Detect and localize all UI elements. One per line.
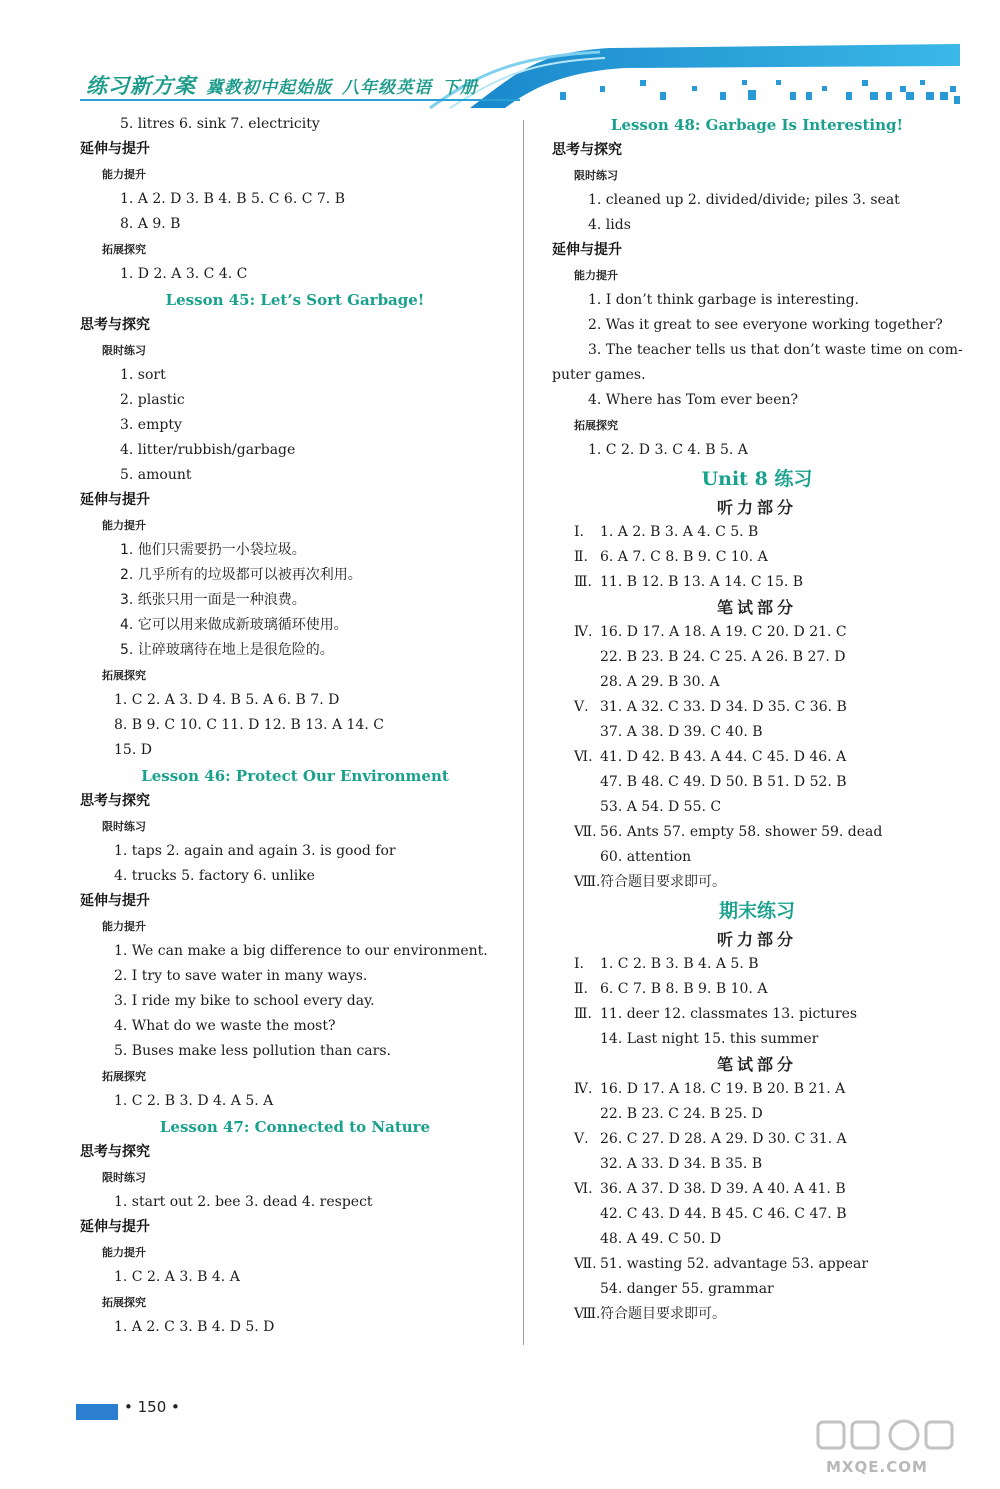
numbered-answer-line [552,570,962,595]
answer-text: 26. C 27. D 28. A 29. D 30. C 31. A [600,1131,847,1147]
subsection-heading: 限时练习 [574,169,618,182]
answer-line: 1. I don’t think garbage is interesting. [588,292,860,308]
numbered-answer-line [552,1177,962,1202]
answer-line: 1. sort [120,367,166,383]
part-heading: 听力部分 [716,930,797,949]
numbered-answer-line [552,820,962,845]
section-heading: 思考与探究 [552,142,622,158]
numbered-answer-line [552,870,962,895]
answer-text: 1. C 2. B 3. B 4. A 5. B [600,956,759,972]
numbered-answer-line [552,695,962,720]
answer-line: 3. I ride my bike to school every day. [114,993,375,1009]
answer-text: 22. B 23. C 24. B 25. D [600,1106,763,1122]
roman-numeral: Ⅵ. [574,749,593,765]
numbered-answer-line [552,1127,962,1152]
answer-text: 54. danger 55. grammar [600,1281,774,1297]
answer-line: 3. empty [120,417,182,433]
answer-line: 1. C 2. A 3. D 4. B 5. A 6. B 7. D [114,692,340,708]
answer-text: 6. C 7. B 8. B 9. B 10. A [600,981,768,997]
roman-numeral: Ⅱ. [574,549,588,565]
part-heading: 笔试部分 [716,1055,797,1074]
numbered-answer-line [552,545,962,570]
answer-text: 1. A 2. B 3. A 4. C 5. B [600,524,759,540]
header-pixel-block [906,92,914,100]
roman-numeral: Ⅵ. [574,1181,593,1197]
answer-text: 符合题目要求即可。 [600,874,726,890]
answer-text: 36. A 37. D 38. D 39. A 40. A 41. B [600,1181,846,1197]
subsection-heading: 能力提升 [102,1246,146,1259]
answer-line: 1. C 2. D 3. C 4. B 5. A [588,442,748,458]
header-pixel-block [742,80,747,85]
numbered-answer-line [552,1227,962,1252]
section-heading: 延伸与提升 [80,1219,150,1235]
section-heading: 思考与探究 [80,317,150,333]
header-pixel-block [950,86,956,92]
part-heading: 听力部分 [716,498,797,517]
answer-text: 42. C 43. D 44. B 45. C 46. C 47. B [600,1206,847,1222]
header-pixel-block [886,92,892,100]
numbered-answer-line [552,845,962,870]
answer-text: 37. A 38. D 39. C 40. B [600,724,763,740]
answer-line: 5. litres 6. sink 7. electricity [120,116,320,132]
header-pixel-block [920,80,925,85]
answer-line: 2. I try to save water in many ways. [114,968,368,984]
subsection-heading: 限时练习 [102,344,146,357]
answer-line: 15. D [114,742,152,758]
answer-line: 1. start out 2. bee 3. dead 4. respect [114,1194,373,1210]
volume-label: 下册 [442,78,478,98]
answer-line: 4. trucks 5. factory 6. unlike [114,868,315,884]
numbered-answer-line [552,977,962,1002]
answer-line: 1. D 2. A 3. C 4. C [120,266,248,282]
unit-title: Unit 8 练习 [701,468,813,490]
subsection-heading: 能力提升 [574,269,618,282]
numbered-answer-line [552,620,962,645]
lesson-title: Lesson 48: Garbage Is Interesting! [610,116,904,134]
answer-line: 4. Where has Tom ever been? [588,392,799,408]
roman-numeral: Ⅴ. [574,1131,589,1147]
watermark-text: MXQE.COM [826,1458,928,1476]
subsection-heading: 拓展探究 [102,243,146,256]
answer-text: 51. wasting 52. advantage 53. appear [600,1256,869,1272]
header-pixel-block [776,80,781,85]
subsection-heading: 拓展探究 [102,669,146,682]
answer-line: 4. What do we waste the most? [114,1018,336,1034]
header-pixel-block [870,92,878,100]
answer-line: 4. litter/rubbish/garbage [120,442,296,458]
section-heading: 延伸与提升 [80,893,150,909]
answer-line: 4. lids [588,217,631,233]
header-pixel-block [660,92,666,100]
numbered-answer-line [552,795,962,820]
numbered-answer-line [552,1102,962,1127]
answer-line: 1. A 2. C 3. B 4. D 5. D [114,1319,275,1335]
roman-numeral: Ⅴ. [574,699,589,715]
roman-numeral: Ⅳ. [574,1081,593,1097]
answer-line: 1. 他们只需要扔一小袋垃圾。 [120,542,306,558]
numbered-answer-line [552,745,962,770]
answer-line: 1. C 2. A 3. B 4. A [114,1269,240,1285]
header-subtitle [206,78,488,98]
answer-line: 2. plastic [120,392,185,408]
answer-line: 8. A 9. B [120,216,181,232]
answer-line: 1. cleaned up 2. divided/divide; piles 3. seat [588,192,900,208]
answer-text: 60. attention [600,849,692,865]
numbered-answer-line [552,952,962,977]
header-pixel-block [954,96,960,104]
section-heading: 延伸与提升 [80,141,150,157]
answer-text: 31. A 32. C 33. D 34. D 35. C 36. B [600,699,847,715]
header-pixel-block [846,92,852,100]
answer-text: 6. A 7. C 8. B 9. C 10. A [600,549,768,565]
lesson-title: Lesson 47: Connected to Nature [159,1118,431,1136]
answer-text: 符合题目要求即可。 [600,1306,726,1322]
roman-numeral: Ⅶ. [574,824,597,840]
right-column [552,112,962,1327]
book-title: 练习新方案 [86,73,196,98]
answer-line: 5. 让碎玻璃待在地上是很危险的。 [120,642,334,658]
header-pixel-block [600,86,605,92]
unit-title: 期末练习 [718,900,795,922]
roman-numeral: Ⅶ. [574,1256,597,1272]
header-pixel-block [926,92,934,100]
answer-line: 5. Buses make less pollution than cars. [114,1043,391,1059]
answer-text: 32. A 33. D 34. B 35. B [600,1156,763,1172]
answer-line: 2. 几乎所有的垃圾都可以被再次利用。 [120,567,362,583]
numbered-answer-line [552,670,962,695]
roman-numeral: Ⅰ. [574,956,584,972]
roman-numeral: Ⅷ. [574,1306,601,1322]
roman-numeral: Ⅷ. [574,874,601,890]
answer-text: 11. B 12. B 13. A 14. C 15. B [600,574,804,590]
header-pixel-block [748,90,756,100]
numbered-answer-line [552,720,962,745]
answer-text: 41. D 42. B 43. A 44. C 45. D 46. A [600,749,847,765]
header-pixel-block [806,92,812,100]
answer-text: 47. B 48. C 49. D 50. B 51. D 52. B [600,774,847,790]
header-pixel-block [720,92,726,100]
part-heading: 笔试部分 [716,598,797,617]
roman-numeral: Ⅰ. [574,524,584,540]
numbered-answer-line [552,520,962,545]
numbered-answer-line [552,1277,962,1302]
answer-text: 14. Last night 15. this summer [600,1031,819,1047]
lesson-title: Lesson 45: Let’s Sort Garbage! [165,291,425,309]
watermark-logo [808,1418,968,1480]
answer-line: 3. 纸张只用一面是一种浪费。 [120,592,306,608]
section-heading: 思考与探究 [80,793,150,809]
answer-text: 16. D 17. A 18. A 19. C 20. D 21. C [600,624,847,640]
answer-line: 1. C 2. B 3. D 4. A 5. A [114,1093,274,1109]
answer-line: 4. 它可以用来做成新玻璃循环使用。 [120,617,348,633]
header-pixel-block [900,86,906,92]
answer-text: 56. Ants 57. empty 58. shower 59. dead [600,824,883,840]
numbered-answer-line [552,645,962,670]
subject-label: 八年级英语 [342,78,432,98]
numbered-answer-line [552,1002,962,1027]
answer-text: 53. A 54. D 55. C [600,799,722,815]
answer-text: 11. deer 12. classmates 13. pictures [600,1006,858,1022]
numbered-answer-line [552,1202,962,1227]
subsection-heading: 限时练习 [102,820,146,833]
lesson-title: Lesson 46: Protect Our Environment [141,767,449,785]
answer-line: 3. The teacher tells us that don’t waste time on com- [588,342,963,358]
header-title [86,70,488,100]
subsection-heading: 拓展探究 [102,1070,146,1083]
numbered-answer-line [552,1077,962,1102]
numbered-answer-line [552,1302,962,1327]
answer-line: 1. taps 2. again and again 3. is good for [114,843,396,859]
numbered-answer-line [552,1027,962,1052]
numbered-answer-line [552,1152,962,1177]
roman-numeral: Ⅲ. [574,574,592,590]
answer-line: 2. Was it great to see everyone working together? [588,317,943,333]
page-header [0,0,1000,110]
column-divider [523,120,524,1345]
answer-text: 16. D 17. A 18. C 19. B 20. B 21. A [600,1081,846,1097]
page-marker [76,1404,118,1420]
edition-label: 冀教初中起始版 [206,78,332,98]
answer-line: 8. B 9. C 10. C 11. D 12. B 13. A 14. C [114,717,384,733]
section-heading: 延伸与提升 [80,492,150,508]
numbered-answer-line [552,1252,962,1277]
roman-numeral: Ⅳ. [574,624,593,640]
subsection-heading: 拓展探究 [102,1296,146,1309]
answer-line: 5. amount [120,467,192,483]
subsection-heading: 能力提升 [102,168,146,181]
header-pixel-block [640,80,646,86]
section-heading: 延伸与提升 [552,242,622,258]
numbered-answer-line [552,770,962,795]
page-number: • 150 • [124,1398,180,1416]
answer-text: 48. A 49. C 50. D [600,1231,722,1247]
answer-line: 1. A 2. D 3. B 4. B 5. C 6. C 7. B [120,191,345,207]
answer-text: 22. B 23. B 24. C 25. A 26. B 27. D [600,649,846,665]
header-pixel-block [560,92,566,100]
subsection-heading: 拓展探究 [574,419,618,432]
header-pixel-block [822,86,827,91]
page-number-value: 150 [137,1398,167,1416]
header-pixel-block [940,92,948,100]
subsection-heading: 能力提升 [102,519,146,532]
roman-numeral: Ⅲ. [574,1006,592,1022]
answer-line: 1. We can make a big difference to our environment. [114,943,488,959]
left-column [80,112,510,1340]
roman-numeral: Ⅱ. [574,981,588,997]
subsection-heading: 能力提升 [102,920,146,933]
section-heading: 思考与探究 [80,1144,150,1160]
header-pixel-block [862,80,868,86]
subsection-heading: 限时练习 [102,1171,146,1184]
answer-text: 28. A 29. B 30. A [600,674,720,690]
header-pixel-block [692,86,697,91]
header-pixel-block [790,92,796,100]
answer-line: puter games. [552,367,646,383]
